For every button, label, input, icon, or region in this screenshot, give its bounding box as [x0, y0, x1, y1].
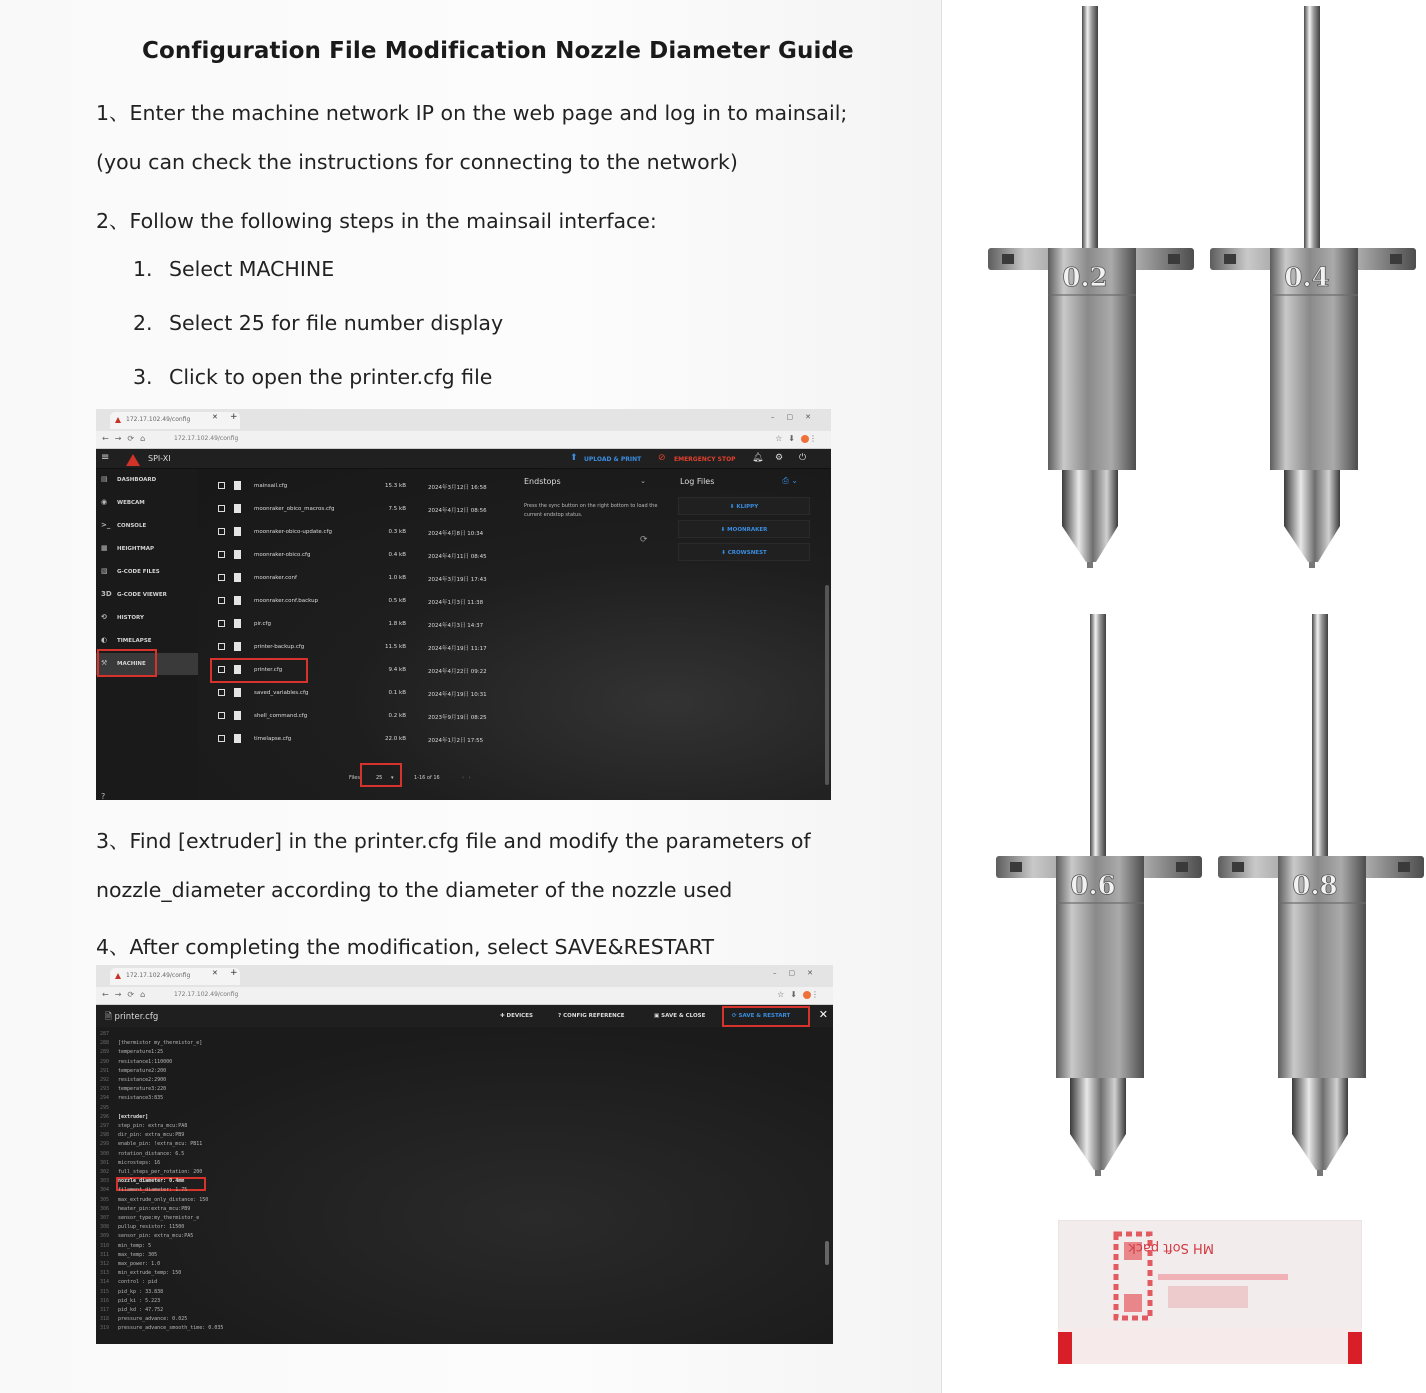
checkbox[interactable]: [218, 482, 225, 489]
step-1: 1、Enter the machine network IP on the web page and log in to mainsail;: [96, 101, 848, 125]
editor-file-name: 🗎︎ printer.cfg: [105, 1012, 159, 1022]
wrench-icon: ⚒: [101, 659, 108, 667]
substep-3-number: 3.: [133, 365, 153, 389]
mainsail-screenshot: [96, 409, 831, 800]
save-icon: ▣: [654, 1013, 660, 1019]
pager-label: Files: [349, 775, 360, 781]
checkbox[interactable]: [218, 689, 225, 696]
line-number: 295: [100, 1104, 110, 1111]
chevron-down-icon[interactable]: ⌄: [640, 477, 646, 485]
sidebar-item-machine[interactable]: ⚒ MACHINE: [96, 653, 198, 675]
file-icon: [234, 596, 241, 605]
browser-nav-icons[interactable]: ←→⟳⌂: [102, 434, 152, 443]
substep-1-text: Select MACHINE: [169, 257, 335, 281]
code-text: pid_kp : 33.838: [118, 1288, 164, 1295]
substep-3-text: Click to open the printer.cfg file: [169, 365, 493, 389]
config-reference-button[interactable]: ? CONFIG REFERENCE: [558, 1013, 625, 1019]
sidebar-item-gcode-viewer[interactable]: 3D G-CODE VIEWER: [101, 590, 167, 598]
line-number: 296: [100, 1113, 110, 1120]
new-tab-icon[interactable]: +: [230, 968, 238, 978]
mainsail-app: [96, 449, 831, 800]
download-moonraker-button[interactable]: ⬇ MOONRAKER: [678, 520, 810, 538]
line-number: 306: [100, 1205, 110, 1212]
devices-button[interactable]: ✚ DEVICES: [500, 1013, 533, 1019]
line-number: 289: [100, 1049, 110, 1056]
history-icon: ⟲: [101, 613, 107, 621]
files-per-page-highlight-box: [360, 763, 402, 787]
checkbox[interactable]: [218, 505, 225, 512]
sidebar-item-history[interactable]: ⟲ HISTORY: [101, 613, 144, 621]
line-number: 303: [100, 1178, 110, 1185]
browser-tab[interactable]: 172.17.102.49/config: [110, 412, 240, 429]
machine-highlight-box: [97, 649, 157, 677]
notification-bell-icon[interactable]: 🔔︎: [752, 453, 764, 463]
upload-print-button[interactable]: UPLOAD & PRINT: [584, 456, 642, 463]
line-number: 317: [100, 1307, 110, 1313]
dashboard-icon: ▤: [101, 475, 108, 483]
save-restart-highlight-box: [722, 1006, 810, 1027]
file-row[interactable]: moonraker-obico-update.cfg 0.3 kB 2024年4月8日 10:34: [208, 521, 508, 543]
line-number: 310: [100, 1242, 110, 1249]
line-number: 298: [100, 1132, 110, 1139]
new-tab-icon[interactable]: +: [230, 412, 238, 422]
line-number: 311: [100, 1251, 110, 1258]
printer-name: SPI-XI: [148, 454, 171, 463]
code-text: dir_pin: extra_mcu:PB9: [118, 1132, 185, 1139]
code-text: sensor_type:my_thermistor_e: [118, 1215, 200, 1221]
code-text: enable_pin: !extra_mcu: PB11: [118, 1141, 203, 1148]
checkbox[interactable]: [218, 528, 225, 535]
line-number: 302: [100, 1169, 110, 1175]
printer-cfg-highlight-box: [210, 658, 308, 683]
close-tab-icon[interactable]: ✕: [212, 969, 218, 977]
line-number: 294: [100, 1095, 110, 1102]
help-icon: ?: [558, 1013, 562, 1019]
nozzle-1: [1210, 6, 1416, 572]
code-text: min_temp: 5: [118, 1242, 152, 1249]
step-3-line-2: nozzle_diameter according to the diameter of the nozzle used: [96, 878, 733, 902]
line-number: 307: [100, 1215, 110, 1221]
code-text: pid_ki : 5.223: [118, 1297, 161, 1304]
nozzle-2: [996, 614, 1202, 1180]
file-row-printer-cfg[interactable]: printer.cfg 9.4 kB 2024年4月22日 09:22: [208, 659, 508, 681]
download-icon: ⬇: [721, 550, 726, 556]
code-text: pid_kd : 47.752: [118, 1307, 164, 1313]
menu-icon[interactable]: ≡: [101, 452, 110, 463]
file-icon: [234, 619, 241, 628]
gcode-files-icon: ▧: [101, 567, 108, 575]
settings-gear-icon[interactable]: ⚙: [775, 453, 784, 463]
line-number: 290: [100, 1058, 110, 1065]
download-icon: ⬇: [720, 527, 726, 533]
code-text: max_extrude_only_distance: 150: [118, 1196, 209, 1203]
mainsail-logo: [126, 454, 140, 466]
file-row[interactable]: pir.cfg 1.8 kB 2024年4月3日 14:37: [208, 613, 508, 635]
code-text: filament_diameter: 1.75: [118, 1187, 188, 1194]
sidebar-item-dashboard[interactable]: ▤ DASHBOARD: [101, 475, 157, 483]
substep-2-text: Select 25 for file number display: [169, 311, 504, 335]
nozzle-size-label: 0.4: [1284, 263, 1330, 293]
sidebar-item-console[interactable]: >_ CONSOLE: [101, 521, 147, 529]
line-number: 297: [100, 1123, 110, 1129]
step-1-note: (you can check the instructions for connecting to the network): [96, 150, 738, 174]
substep-1-number: 1.: [133, 257, 153, 281]
nozzle-size-label: 0.2: [1062, 263, 1108, 293]
file-icon: [234, 688, 241, 697]
upload-icon: ⬆: [570, 453, 578, 463]
sachet-label: MH Soft pack: [1128, 1240, 1214, 1255]
checkbox[interactable]: [218, 643, 225, 650]
config-file-list: [208, 469, 508, 800]
file-row[interactable]: moonraker-obico.cfg 0.4 kB 2024年4月11日 08:45: [208, 544, 508, 566]
line-number: 309: [100, 1233, 110, 1240]
code-text: resistance3:835: [118, 1095, 164, 1102]
file-row[interactable]: moonraker_obico_macros.cfg 7.5 kB 2024年4月12日 08:56: [208, 498, 508, 520]
line-number: 304: [100, 1187, 110, 1194]
nozzle-size-label: 0.6: [1070, 871, 1116, 901]
sidebar-item-timelapse[interactable]: ◐ TIMELAPSE: [101, 636, 152, 644]
sidebar-item-gcode-files[interactable]: ▧ G-CODE FILES: [101, 567, 160, 575]
restart-icon: ⟳: [732, 1013, 737, 1019]
step-4: 4、After completing the modification, select SAVE&RESTART: [96, 935, 715, 959]
window-controls[interactable]: –▢✕: [771, 413, 823, 421]
checkbox[interactable]: [218, 597, 225, 604]
checkbox[interactable]: [218, 574, 225, 581]
help-icon[interactable]: ?: [101, 792, 106, 800]
code-text: [thermistor my_thermistor_e]: [118, 1040, 203, 1047]
code-text: max_temp: 305: [118, 1251, 158, 1258]
pager-arrows-icon[interactable]: ‹ ›: [462, 775, 471, 781]
code-text: temperature3:220: [118, 1086, 167, 1093]
guide-title: Configuration File Modification Nozzle Diameter Guide: [142, 38, 854, 64]
log-files-title: Log Files: [680, 477, 715, 486]
code-text: sensor_pin: extra_mcu:PA5: [118, 1233, 194, 1240]
checkbox[interactable]: [218, 712, 225, 719]
config-editor: [96, 1005, 833, 1344]
url-field[interactable]: 172.17.102.49/config: [174, 435, 239, 442]
code-text: step_pin: extra_mcu:PA8: [118, 1123, 188, 1129]
editor-toolbar: [96, 1005, 833, 1027]
step-3-line-1: 3、Find [extruder] in the printer.cfg file and modify the parameters of: [96, 829, 811, 853]
file-row[interactable]: shell_command.cfg 0.2 kB 2023年9月19日 08:25: [208, 705, 508, 727]
line-number: 314: [100, 1279, 110, 1286]
file-row[interactable]: moonraker.conf.backup 0.5 kB 2024年1月3日 11:38: [208, 590, 508, 612]
code-text: pressure_advance: 0.025: [118, 1316, 188, 1323]
code-text: control : pid: [118, 1279, 158, 1286]
save-restart-button[interactable]: ⟳ SAVE & RESTART: [732, 1013, 791, 1019]
line-number: 301: [100, 1159, 110, 1166]
browser-tab-bar: [96, 409, 831, 431]
profile-icon[interactable]: [803, 991, 811, 999]
download-file-icon[interactable]: ⎙ ⌄: [782, 476, 798, 485]
line-number: 318: [100, 1316, 110, 1323]
address-bar: [96, 987, 833, 1005]
checkbox[interactable]: [218, 551, 225, 558]
substep-2-number: 2.: [133, 311, 153, 335]
code-text: rotation_distance: 6.5: [118, 1150, 185, 1157]
devices-icon: ✚: [500, 1013, 505, 1019]
code-area[interactable]: [96, 1027, 833, 1344]
line-number: 305: [100, 1196, 110, 1203]
address-bar: [96, 431, 831, 449]
save-close-button[interactable]: ▣ SAVE & CLOSE: [654, 1013, 706, 1019]
code-text: pressure_advance_smooth_time: 0.035: [118, 1325, 224, 1332]
url-field[interactable]: 172.17.102.49/config: [174, 991, 239, 998]
nozzle-0: [988, 6, 1194, 572]
browser-tab[interactable]: 172.17.102.49/config: [110, 968, 240, 985]
scrollbar[interactable]: [825, 1241, 829, 1265]
endstops-panel: [516, 469, 664, 557]
file-icon: [234, 527, 241, 536]
heightmap-icon: ▦: [101, 544, 108, 552]
line-number: 299: [100, 1141, 110, 1148]
line-number: 313: [100, 1270, 110, 1277]
file-icon: [234, 734, 241, 743]
file-icon: [234, 573, 241, 582]
file-icon: [234, 550, 241, 559]
gcode-viewer-icon: 3D: [101, 590, 112, 598]
browser-tool-icons[interactable]: ☆⬇ ⋮: [775, 434, 823, 443]
webcam-icon: ◉: [101, 498, 108, 506]
endstops-title: Endstops: [524, 477, 561, 486]
emergency-stop-button[interactable]: EMERGENCY STOP: [674, 456, 736, 463]
line-number: 291: [100, 1067, 110, 1074]
download-crowsnest-button[interactable]: ⬇ CROWSNEST: [678, 543, 810, 561]
app-top-bar: [96, 449, 831, 469]
code-text: temperature1:25: [118, 1049, 164, 1056]
line-number: 292: [100, 1077, 110, 1083]
line-number: 300: [100, 1150, 110, 1157]
file-icon: [234, 711, 241, 720]
scrollbar[interactable]: [825, 585, 829, 785]
line-number: 315: [100, 1288, 110, 1295]
profile-icon[interactable]: [801, 435, 809, 443]
file-row[interactable]: mainsail.cfg 15.3 kB 2024年3月12日 16:58: [208, 475, 508, 497]
file-row[interactable]: timelapse.cfg 22.0 kB 2024年1月2日 17:55: [208, 728, 508, 750]
code-text: resistance1:110000: [118, 1058, 173, 1065]
code-text: full_steps_per_rotation: 200: [118, 1169, 203, 1175]
line-number: 308: [100, 1224, 110, 1231]
checkbox[interactable]: [218, 620, 225, 627]
line-number: 288: [100, 1040, 110, 1047]
nozzle-size-label: 0.8: [1292, 871, 1338, 901]
sync-icon[interactable]: ⟳: [640, 535, 648, 545]
file-row[interactable]: printer-backup.cfg 11.5 kB 2024年4月19日 11:17: [208, 636, 508, 658]
download-klippy-button[interactable]: ⬇ KLIPPY: [678, 497, 810, 515]
code-text: min_extrude_temp: 150: [118, 1270, 182, 1277]
browser-nav-icons[interactable]: ←→⟳⌂: [102, 990, 152, 999]
code-text: heater_pin:extra_mcu:PB9: [118, 1205, 191, 1212]
line-number: 316: [100, 1297, 110, 1304]
code-text: temperature2:200: [118, 1067, 167, 1074]
code-text: microsteps: 16: [118, 1159, 161, 1166]
pager-range: 1-16 of 16: [414, 775, 440, 781]
code-text: [extruder]: [118, 1113, 149, 1120]
console-icon: >_: [101, 521, 111, 529]
nozzle-3: [1218, 614, 1424, 1180]
file-icon: [234, 481, 241, 490]
chevron-down-icon[interactable]: ▾: [391, 775, 394, 781]
timelapse-icon: ◐: [101, 636, 108, 644]
file-icon: [234, 642, 241, 651]
download-icon: ⬇: [729, 504, 735, 510]
browser-tool-icons[interactable]: ☆⬇ ⋮: [777, 990, 825, 999]
line-number: 319: [100, 1325, 110, 1332]
line-number: 312: [100, 1261, 110, 1267]
code-text: max_power: 1.0: [118, 1261, 161, 1267]
code-text: pullup_resistor: 11500: [118, 1224, 185, 1231]
emergency-stop-icon: ⊘: [658, 453, 666, 463]
browser-tab-bar: [96, 965, 833, 987]
file-icon: 🗎︎: [105, 1012, 112, 1022]
log-files-panel: [672, 469, 820, 565]
editor-screenshot: [96, 965, 833, 1344]
window-controls[interactable]: –▢✕: [773, 969, 825, 977]
file-icon: [234, 504, 241, 513]
sidebar-item-webcam[interactable]: ◉ WEBCAM: [101, 498, 145, 506]
power-icon[interactable]: ⏻: [799, 453, 807, 463]
line-number: 293: [100, 1086, 110, 1093]
sidebar: [96, 469, 198, 800]
close-tab-icon[interactable]: ✕: [212, 413, 218, 421]
endstops-text: Press the sync button on the right bottom to load the current endstop status.: [524, 503, 658, 518]
close-icon[interactable]: ✕: [818, 1008, 828, 1021]
sidebar-item-heightmap[interactable]: ▦ HEIGHTMAP: [101, 544, 155, 552]
step-2: 2、Follow the following steps in the mainsail interface:: [96, 209, 657, 233]
code-text: resistance2:2900: [118, 1077, 167, 1083]
thermal-paste-sachet: [1058, 1220, 1362, 1364]
checkbox[interactable]: [218, 735, 225, 742]
line-number: 287: [100, 1031, 110, 1037]
file-row[interactable]: moonraker.conf 1.0 kB 2024年3月19日 17:43: [208, 567, 508, 589]
files-per-page-select[interactable]: 25: [376, 775, 383, 781]
code-text: nozzle_diameter: 0.4mm: [118, 1178, 185, 1185]
file-row[interactable]: saved_variables.cfg 0.1 kB 2024年4月19日 10:31: [208, 682, 508, 704]
